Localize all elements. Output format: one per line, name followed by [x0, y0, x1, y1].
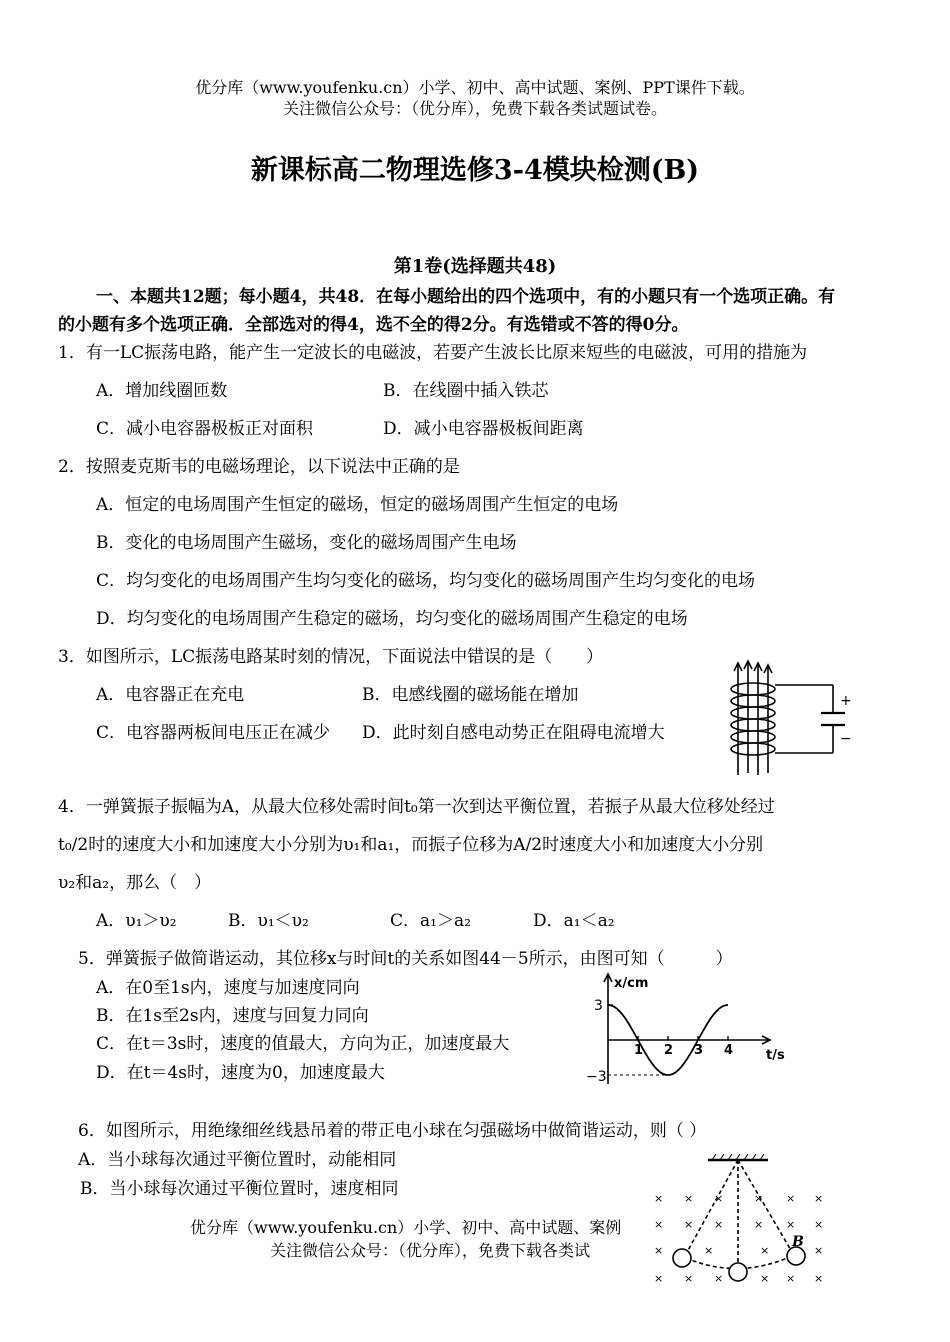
q3-option-b: B．电感线圈的磁场能在增加 — [362, 685, 579, 705]
q2-option-d: D．均匀变化的电场周围产生稳定的磁场，均匀变化的磁场周围产生稳定的电场 — [96, 609, 688, 629]
svg-text:×: × — [714, 1218, 724, 1231]
q5-stem: 5．弹簧振子做简谐运动，其位移x与时间t的关系如图44－5所示，由图可知（ ） — [78, 949, 733, 969]
svg-text:×: × — [754, 1192, 764, 1205]
header-line-1: 优分库（www.youfenku.cn）小学、初中、高中试题、案例、PPT课件下载。 — [195, 78, 755, 97]
svg-text:×: × — [704, 1244, 714, 1257]
svg-text:×: × — [814, 1244, 824, 1257]
ball-left — [673, 1249, 691, 1267]
svg-text:×: × — [714, 1192, 724, 1205]
y-tick-label-neg: −3 — [586, 1069, 607, 1085]
lc-circuit-figure — [718, 655, 858, 780]
q3-option-a: A．电容器正在充电 — [96, 685, 245, 705]
q1-option-b: B．在线圈中插入铁芯 — [383, 381, 549, 401]
svg-text:×: × — [684, 1272, 694, 1285]
svg-text:×: × — [786, 1218, 796, 1231]
instructions-line-2: 的小题有多个选项正确．全部选对的得4，选不全的得2分。有选错或不答的得0分。 — [58, 315, 689, 335]
svg-text:×: × — [714, 1272, 724, 1285]
string-right — [738, 1160, 792, 1252]
svg-text:×: × — [654, 1272, 664, 1285]
svg-text:×: × — [684, 1218, 694, 1231]
capacitor-plus-label: + — [840, 693, 852, 709]
q5-option-d: D．在t＝4s时，速度为0，加速度最大 — [96, 1063, 385, 1083]
q5-option-c: C．在t＝3s时，速度的值最大，方向为正，加速度最大 — [96, 1034, 510, 1054]
q3-option-c: C．电容器两板间电压正在减少 — [96, 723, 331, 743]
y-tick-label-pos: 3 — [594, 998, 603, 1014]
q4-option-a: A．υ₁＞υ₂ — [96, 911, 177, 931]
q4-line-1: 4．一弹簧振子振幅为A，从最大位移处需时间t₀第一次到达平衡位置，若振子从最大位移处经过 — [58, 797, 775, 817]
q4-option-b: B．υ₁＜υ₂ — [228, 911, 309, 931]
q6-option-b: B．当小球每次通过平衡位置时，速度相同 — [80, 1179, 399, 1199]
q6-option-a: A．当小球每次通过平衡位置时，动能相同 — [78, 1150, 397, 1170]
footer-line-2: 关注微信公众号：（优分库），免费下载各类试 — [270, 1241, 591, 1260]
string-left — [686, 1160, 738, 1254]
page-title: 新课标高二物理选修3-4模块检测(B) — [250, 155, 700, 186]
q1-option-c: C．减小电容器极板正对面积 — [96, 419, 314, 439]
svg-text:×: × — [786, 1192, 796, 1205]
q1-stem: 1．有一LC振荡电路，能产生一定波长的电磁波，若要产生波长比原来短些的电磁波，可用的措施为 — [58, 343, 808, 363]
q3-option-d: D．此时刻自感电动势正在阻碍电流增大 — [362, 723, 665, 743]
q3-stem: 3．如图所示，LC振荡电路某时刻的情况，下面说法中错误的是（ ） — [58, 647, 604, 667]
svg-text:×: × — [654, 1192, 664, 1205]
capacitor-minus-label: − — [840, 731, 852, 747]
header-line-2: 关注微信公众号：（优分库），免费下载各类试题试卷。 — [282, 99, 667, 118]
q2-stem: 2．按照麦克斯韦的电磁场理论，以下说法中正确的是 — [58, 457, 460, 477]
x-axis-label: t/s — [766, 1048, 785, 1063]
svg-text:×: × — [786, 1272, 796, 1285]
q4-line-3: υ₂和a₂，那么（ ） — [58, 873, 212, 893]
svg-text:×: × — [654, 1218, 664, 1231]
x-tick-label-2: 2 — [664, 1043, 674, 1058]
svg-text:×: × — [814, 1218, 824, 1231]
svg-text:×: × — [814, 1272, 824, 1285]
svg-text:×: × — [684, 1192, 694, 1205]
point-b-label: B — [792, 1234, 804, 1250]
x-tick-label-1: 1 — [634, 1043, 644, 1058]
footer-line-1: 优分库（www.youfenku.cn）小学、初中、高中试题、案例 — [190, 1218, 622, 1237]
svg-text:×: × — [760, 1244, 770, 1257]
q1-option-d: D．减小电容器极板间距离 — [383, 419, 584, 439]
svg-text:×: × — [814, 1192, 824, 1205]
q4-option-c: C．a₁＞a₂ — [390, 911, 471, 931]
svg-text:×: × — [760, 1272, 770, 1285]
q2-option-c: C．均匀变化的电场周围产生均匀变化的磁场，均匀变化的磁场周围产生均匀变化的电场 — [96, 571, 756, 591]
q4-option-d: D．a₁＜a₂ — [533, 911, 615, 931]
ball-center — [729, 1263, 747, 1281]
svg-text:×: × — [754, 1218, 764, 1231]
q4-line-2: t₀/2时的速度大小和加速度大小分别为υ₁和a₁，而振子位移为A/2时速度大小和加速度大小分别 — [58, 835, 764, 855]
section-title: 第1卷(选择题共48) — [393, 256, 557, 277]
displacement-time-chart — [580, 972, 800, 1090]
x-tick-label-3: 3 — [694, 1043, 704, 1058]
y-axis-label: x/cm — [614, 976, 649, 991]
x-tick-label-4: 4 — [724, 1043, 734, 1058]
q5-option-b: B．在1s至2s内，速度与回复力同向 — [96, 1006, 369, 1026]
q2-option-b: B．变化的电场周围产生磁场，变化的磁场周围产生电场 — [96, 533, 517, 553]
pendulum-magnetic-field-figure — [650, 1148, 830, 1288]
q6-stem: 6．如图所示，用绝缘细丝线悬吊着的带正电小球在匀强磁场中做简谐运动，则（ ） — [78, 1121, 707, 1141]
instructions-line-1: 一、本题共12题；每小题4，共48．在每小题给出的四个选项中，有的小题只有一个选项正确。有 — [96, 287, 836, 307]
q5-option-a: A．在0至1s内，速度与加速度同向 — [96, 978, 360, 998]
q2-option-a: A．恒定的电场周围产生恒定的磁场，恒定的磁场周围产生恒定的电场 — [96, 495, 619, 515]
q1-option-a: A．增加线圈匝数 — [96, 381, 228, 401]
svg-text:×: × — [654, 1244, 664, 1257]
